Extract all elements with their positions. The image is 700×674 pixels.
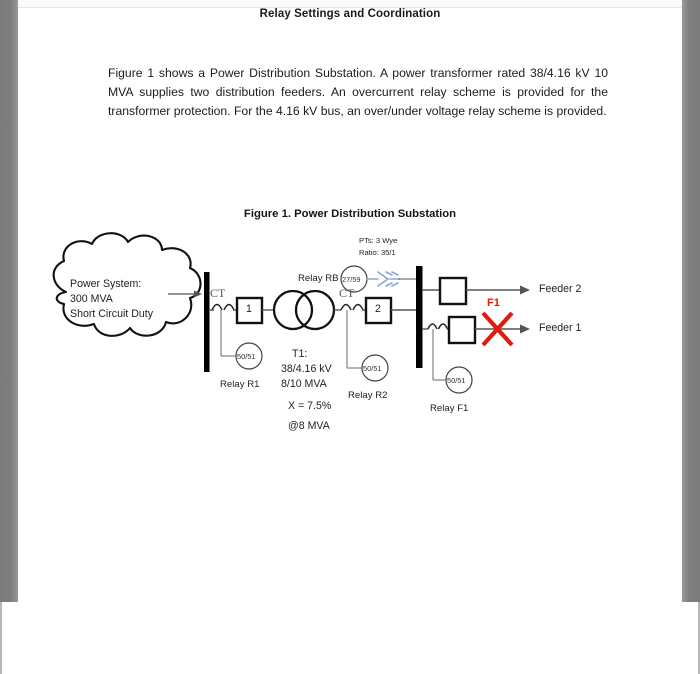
single-line-diagram xyxy=(0,228,700,448)
pt-info-line2: Ratio: 35/1 xyxy=(359,248,396,257)
feeder-1-label: Feeder 1 xyxy=(539,322,582,334)
breaker-1-label: 1 xyxy=(246,303,252,315)
ct-primary-label: CT xyxy=(210,286,226,300)
relay-f1-label: Relay F1 xyxy=(430,403,469,414)
figure-caption: Figure 1. Power Distribution Substation xyxy=(243,208,457,220)
pt-info-line1: PTs: 3 Wye xyxy=(359,236,398,245)
power-system-line3: Short Circuit Duty xyxy=(70,308,154,320)
relay-r2-device-number: 50/51 xyxy=(363,364,382,373)
ct-secondary-label: CT xyxy=(339,286,355,300)
relay-r1-device-number: 50/51 xyxy=(237,352,256,361)
pt-symbol xyxy=(367,272,400,286)
transformer-line4: X = 7.5% xyxy=(288,400,332,412)
relay-r2-label: Relay R2 xyxy=(348,390,388,401)
power-system-line1: Power System: xyxy=(70,278,142,290)
transformer-line3: 8/10 MVA xyxy=(281,378,327,390)
transformer-line2: 38/4.16 kV xyxy=(281,363,332,375)
feeder-2-label: Feeder 2 xyxy=(539,283,582,295)
diagram-canvas xyxy=(0,228,700,448)
relay-rb-label: Relay RB xyxy=(298,273,339,284)
ct3-secondary-lead xyxy=(433,329,446,380)
relay-r1-label: Relay R1 xyxy=(220,379,260,390)
feeder-2-arrow xyxy=(520,286,530,295)
ct-primary-symbol xyxy=(212,305,234,311)
window-top-strip xyxy=(18,0,682,8)
bus-4kv xyxy=(416,266,423,368)
ct2-secondary-lead xyxy=(347,310,362,368)
bus-38kv xyxy=(204,272,210,372)
transformer-t1-symbol xyxy=(274,291,334,329)
breaker-2-label: 2 xyxy=(375,303,381,315)
power-system-line2: 300 MVA xyxy=(70,293,113,305)
feeder-2-breaker-symbol xyxy=(440,278,466,304)
transformer-line5: @8 MVA xyxy=(288,420,330,432)
ct-secondary-symbol xyxy=(341,305,363,311)
ct-feeder1-symbol xyxy=(428,324,448,329)
left-gutter-tail xyxy=(0,602,2,674)
page-title: Relay Settings and Coordination xyxy=(259,8,441,20)
relay-rb-device-number: 27/59 xyxy=(342,275,361,284)
ct1-secondary-lead xyxy=(221,310,236,356)
relay-f1-device-number: 50/51 xyxy=(447,376,466,385)
intro-paragraph: Figure 1 shows a Power Distribution Substation. A power transformer rated 38/4.16 kV 10 MVA supplies two distribution feeders. An overcurrent relay scheme is provided for the transformer protection. For the 4.16 kV bus, an over/under voltage relay scheme is provided. xyxy=(108,66,608,118)
feeder-1-arrow xyxy=(520,325,530,334)
fault-f1-label: F1 xyxy=(487,297,500,309)
transformer-line1: T1: xyxy=(292,348,308,360)
feeder-1-breaker-symbol xyxy=(449,317,475,343)
